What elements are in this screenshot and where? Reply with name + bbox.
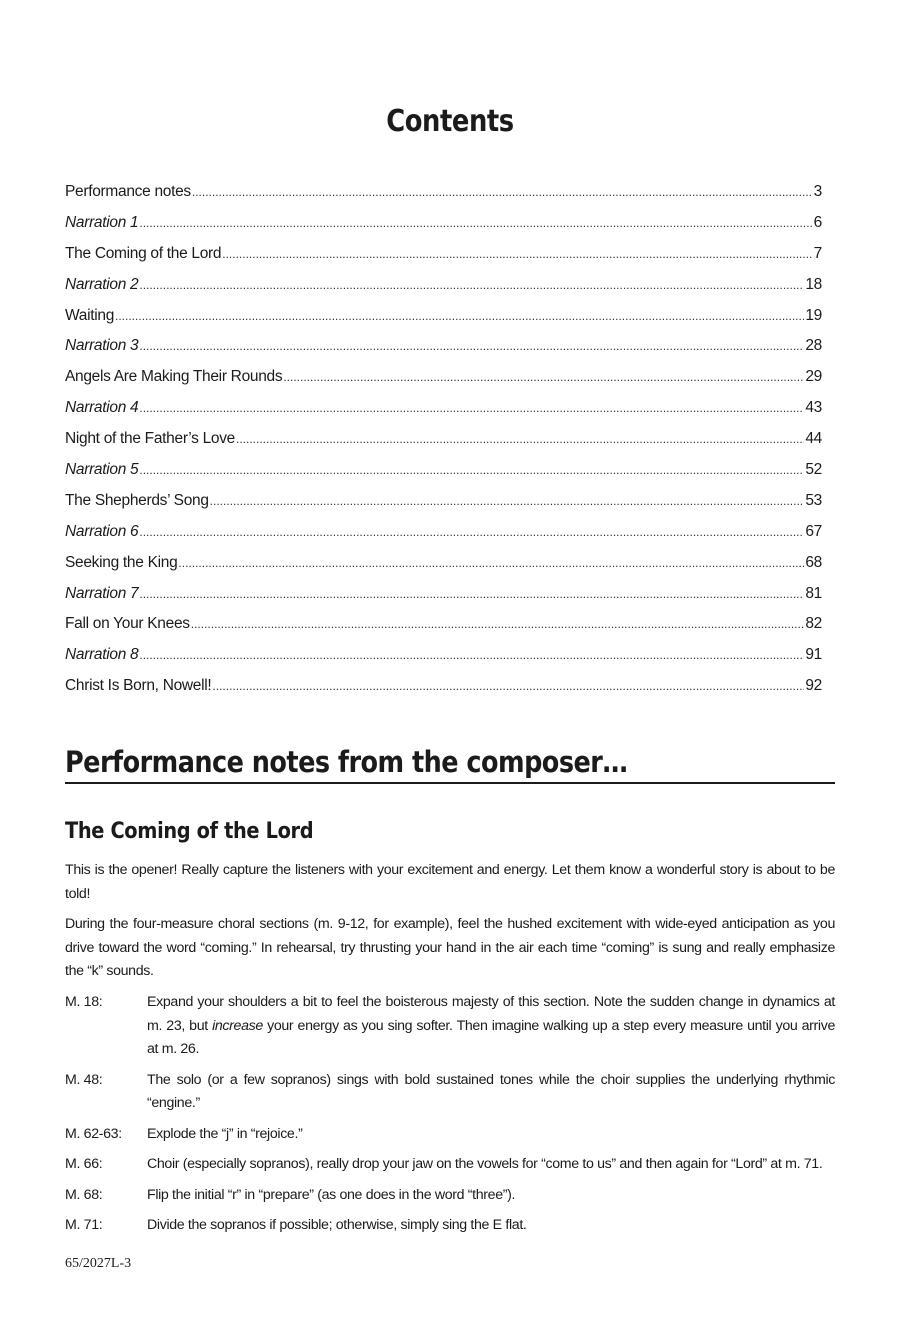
toc-row <box>65 461 822 492</box>
toc-item-title: Angels Are Making Their Rounds <box>65 368 283 386</box>
toc-item-title: Narration 3 <box>65 337 139 355</box>
measure-label: M. 66: <box>65 1156 103 1172</box>
toc-row <box>65 245 822 276</box>
toc-item-title: Narration 6 <box>65 522 139 540</box>
rehearsal-paragraph: During the four-measure choral sections (m. 9-12, for example), feel the hushed excitement with wide-eyed anticipation as you drive toward the word “coming.” In rehearsal, try thrusting your hand in the air each time “coming” is sung and really emphasize the “k” sounds. <box>65 916 835 979</box>
toc-row <box>65 399 822 430</box>
measure-label: M. 18: <box>65 994 103 1010</box>
dot-leader <box>139 278 804 292</box>
dot-leader <box>139 463 804 477</box>
emphasis-text: increase <box>212 1017 263 1034</box>
measure-label: M. 48: <box>65 1071 103 1088</box>
measure-label: M. 68: <box>65 1186 103 1203</box>
measure-label: M. 62-63: <box>65 1125 122 1142</box>
toc-item-page: 19 <box>805 306 822 324</box>
measure-note <box>65 1153 835 1177</box>
toc-row <box>65 276 822 307</box>
toc-item-title: Narration 8 <box>65 646 139 664</box>
toc-row <box>65 523 822 554</box>
dot-leader <box>210 494 805 508</box>
toc-item-page: 68 <box>805 553 822 571</box>
toc-item-page: 29 <box>805 368 822 386</box>
toc-item-title: Narration 2 <box>65 275 139 293</box>
dot-leader <box>139 401 804 415</box>
toc-item-page: 7 <box>813 244 822 262</box>
section-heading <box>65 819 347 844</box>
measure-text: Flip the initial “r” in “prepare” (as one does in the word “three”). <box>147 1186 516 1203</box>
dot-leader <box>139 216 812 230</box>
toc-row <box>65 646 822 677</box>
dot-leader <box>191 617 805 631</box>
dot-leader <box>283 370 804 384</box>
toc-item-page: 91 <box>805 646 822 664</box>
measure-note <box>65 1184 835 1208</box>
dot-leader <box>139 339 804 353</box>
toc-item-page: 67 <box>805 522 822 540</box>
measure-text: The solo (or a few sopranos) sings with bold sustained tones while the choir supplies the underlying rhythmic “engine.” <box>147 1071 835 1111</box>
toc-item-title: Fall on Your Knees <box>65 615 190 633</box>
toc-item-page: 52 <box>805 461 822 479</box>
toc-item-page: 53 <box>805 491 822 509</box>
page-footer-code: 65/2027L-3 <box>65 1256 132 1271</box>
measure-notes-list <box>65 991 835 1245</box>
dot-leader <box>139 525 804 539</box>
toc-row <box>65 214 822 245</box>
dot-leader <box>236 432 804 446</box>
measure-label: M. 71: <box>65 1217 103 1233</box>
toc-row <box>65 677 822 708</box>
toc-item-title: Seeking the King <box>65 553 178 571</box>
measure-text: Divide the sopranos if possible; otherwise, simply sing the E flat. <box>147 1217 527 1233</box>
table-of-contents <box>65 183 822 708</box>
toc-item-page: 82 <box>805 615 822 633</box>
measure-text: Explode the “j” in “rejoice.” <box>147 1125 303 1142</box>
measure-note <box>65 1214 835 1238</box>
toc-item-title: Narration 1 <box>65 213 139 231</box>
toc-item-title: Narration 5 <box>65 461 139 479</box>
toc-row <box>65 615 822 646</box>
toc-row <box>65 430 822 461</box>
toc-item-page: 81 <box>805 584 822 602</box>
toc-item-page: 3 <box>813 183 822 200</box>
dot-leader <box>222 247 812 261</box>
toc-item-title: Waiting <box>65 306 115 324</box>
contents-title: Contents <box>386 104 514 139</box>
toc-item-title: The Shepherds’ Song <box>65 491 209 509</box>
toc-row <box>65 183 822 214</box>
toc-row <box>65 492 822 523</box>
measure-text: Expand your shoulders a bit to feel the boisterous majesty of this section. Note the sudden change in dynamics at m. 23, but increase your energy as you sing softer. Then imagine walking up a step every measure until you arrive at m. 26. <box>147 994 835 1057</box>
toc-item-page: 28 <box>805 337 822 355</box>
dot-leader <box>115 309 804 323</box>
toc-row <box>65 368 822 399</box>
toc-item-page: 44 <box>805 430 822 448</box>
toc-item-title: Performance notes <box>65 183 191 200</box>
toc-row <box>65 585 822 616</box>
toc-item-title: Narration 7 <box>65 584 139 602</box>
measure-note <box>65 1123 835 1147</box>
toc-item-page: 92 <box>805 677 822 695</box>
toc-item-title: Christ Is Born, Nowell! <box>65 677 212 695</box>
performance-notes-heading <box>65 744 835 784</box>
toc-item-title: Narration 4 <box>65 399 139 417</box>
measure-text: Choir (especially sopranos), really drop your jaw on the vowels for “come to us” and then again for “Lord” at m. 71. <box>147 1156 823 1172</box>
toc-row <box>65 554 822 585</box>
measure-note <box>65 1069 835 1116</box>
toc-item-title: Night of the Father’s Love <box>65 430 235 448</box>
section-heading-text: The Coming of the Lord <box>65 819 314 844</box>
dot-leader <box>178 556 804 570</box>
intro-paragraph: This is the opener! Really capture the listeners with your excitement and energy. Let them know a wonderful story is about to be told! <box>65 862 835 902</box>
toc-item-page: 18 <box>805 275 822 293</box>
toc-item-page: 43 <box>805 399 822 417</box>
toc-item-page: 6 <box>813 213 822 231</box>
dot-leader <box>139 587 804 601</box>
dot-leader <box>139 648 804 662</box>
toc-row <box>65 307 822 338</box>
dot-leader <box>212 679 804 693</box>
performance-notes-heading-text: Performance notes from the composer… <box>65 745 628 779</box>
toc-row <box>65 337 822 368</box>
dot-leader <box>192 185 813 199</box>
toc-item-title: The Coming of the Lord <box>65 244 222 262</box>
measure-note <box>65 991 835 1062</box>
